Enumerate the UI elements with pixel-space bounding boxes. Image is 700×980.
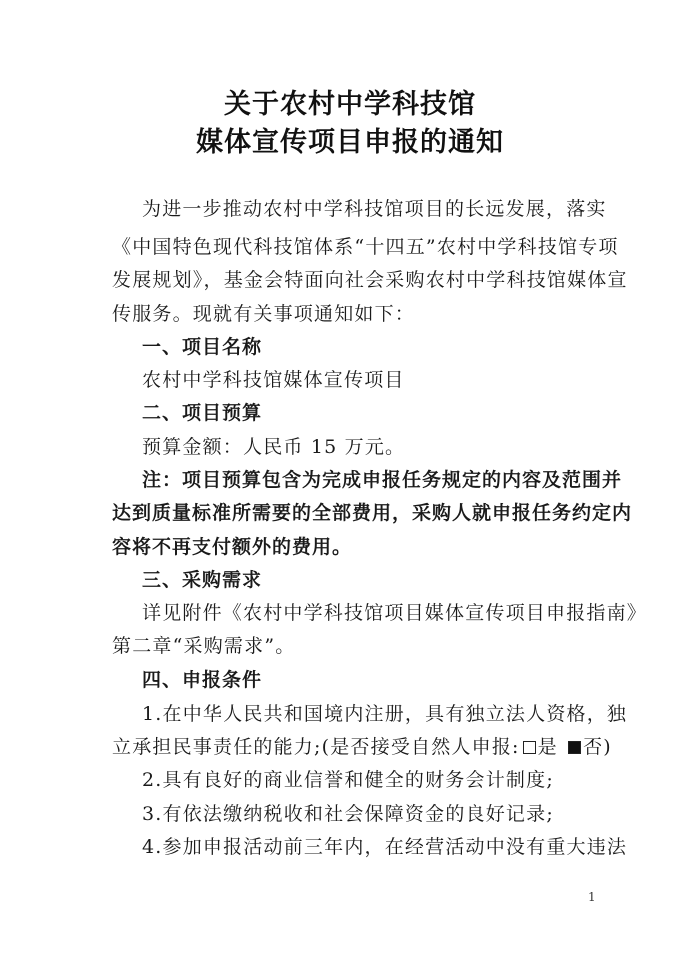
section-text: 第二章“采购需求”。 <box>112 635 296 657</box>
option-no-label: 否 <box>583 736 604 758</box>
document-title-line-2: 媒体宣传项目申报的通知 <box>196 127 504 158</box>
checkbox-yes <box>523 741 536 754</box>
checkbox-no-checked <box>568 741 581 754</box>
section-text: 农村中学科技馆媒体宣传项目 <box>142 369 405 391</box>
intro-line: 传服务。现就有关事项通知如下： <box>112 303 416 325</box>
condition-item-4: 4.参加申报活动前三年内，在经营活动中没有重大违法 <box>142 836 628 858</box>
section-heading: 四、申报条件 <box>142 669 263 691</box>
option-yes-label: 是 <box>537 736 558 758</box>
document-title-line-1: 关于农村中学科技馆 <box>224 89 476 120</box>
intro-line: 《中国特色现代科技馆体系“十四五”农村中学科技馆专项 <box>112 236 619 258</box>
intro-line: 为进一步推动农村中学科技馆项目的长远发展，落实 <box>142 198 607 220</box>
condition-item-2: 2.具有良好的商业信誉和健全的财务会计制度; <box>142 769 554 791</box>
section-heading: 三、采购需求 <box>142 569 263 591</box>
section-heading: 一、项目名称 <box>142 336 263 358</box>
condition-text: 立承担民事责任的能力;(是否接受自然人申报: <box>112 736 520 758</box>
budget-note-line: 注：项目预算包含为完成申报任务规定的内容及范围并 <box>142 469 623 491</box>
condition-item-3: 3.有依法缴纳税收和社会保障资金的良好记录; <box>142 803 554 825</box>
budget-amount: 预算金额：人民币 15 万元。 <box>142 436 406 458</box>
condition-item-1-cont <box>112 734 612 760</box>
budget-note-line: 容将不再支付额外的费用。 <box>112 536 353 558</box>
section-text: 详见附件《农村中学科技馆项目媒体宣传项目申报指南》 <box>142 602 648 624</box>
section-heading: 二、项目预算 <box>142 402 263 424</box>
condition-item-1: 1.在中华人民共和国境内注册，具有独立法人资格，独 <box>142 703 628 725</box>
closing-paren: ) <box>603 736 612 758</box>
intro-line: 发展规划》，基金会特面向社会采购农村中学科技馆媒体宣 <box>112 269 628 291</box>
page-number: 1 <box>588 890 596 904</box>
budget-note-line: 达到质量标准所需要的全部费用，采购人就申报任务约定内 <box>112 502 633 524</box>
